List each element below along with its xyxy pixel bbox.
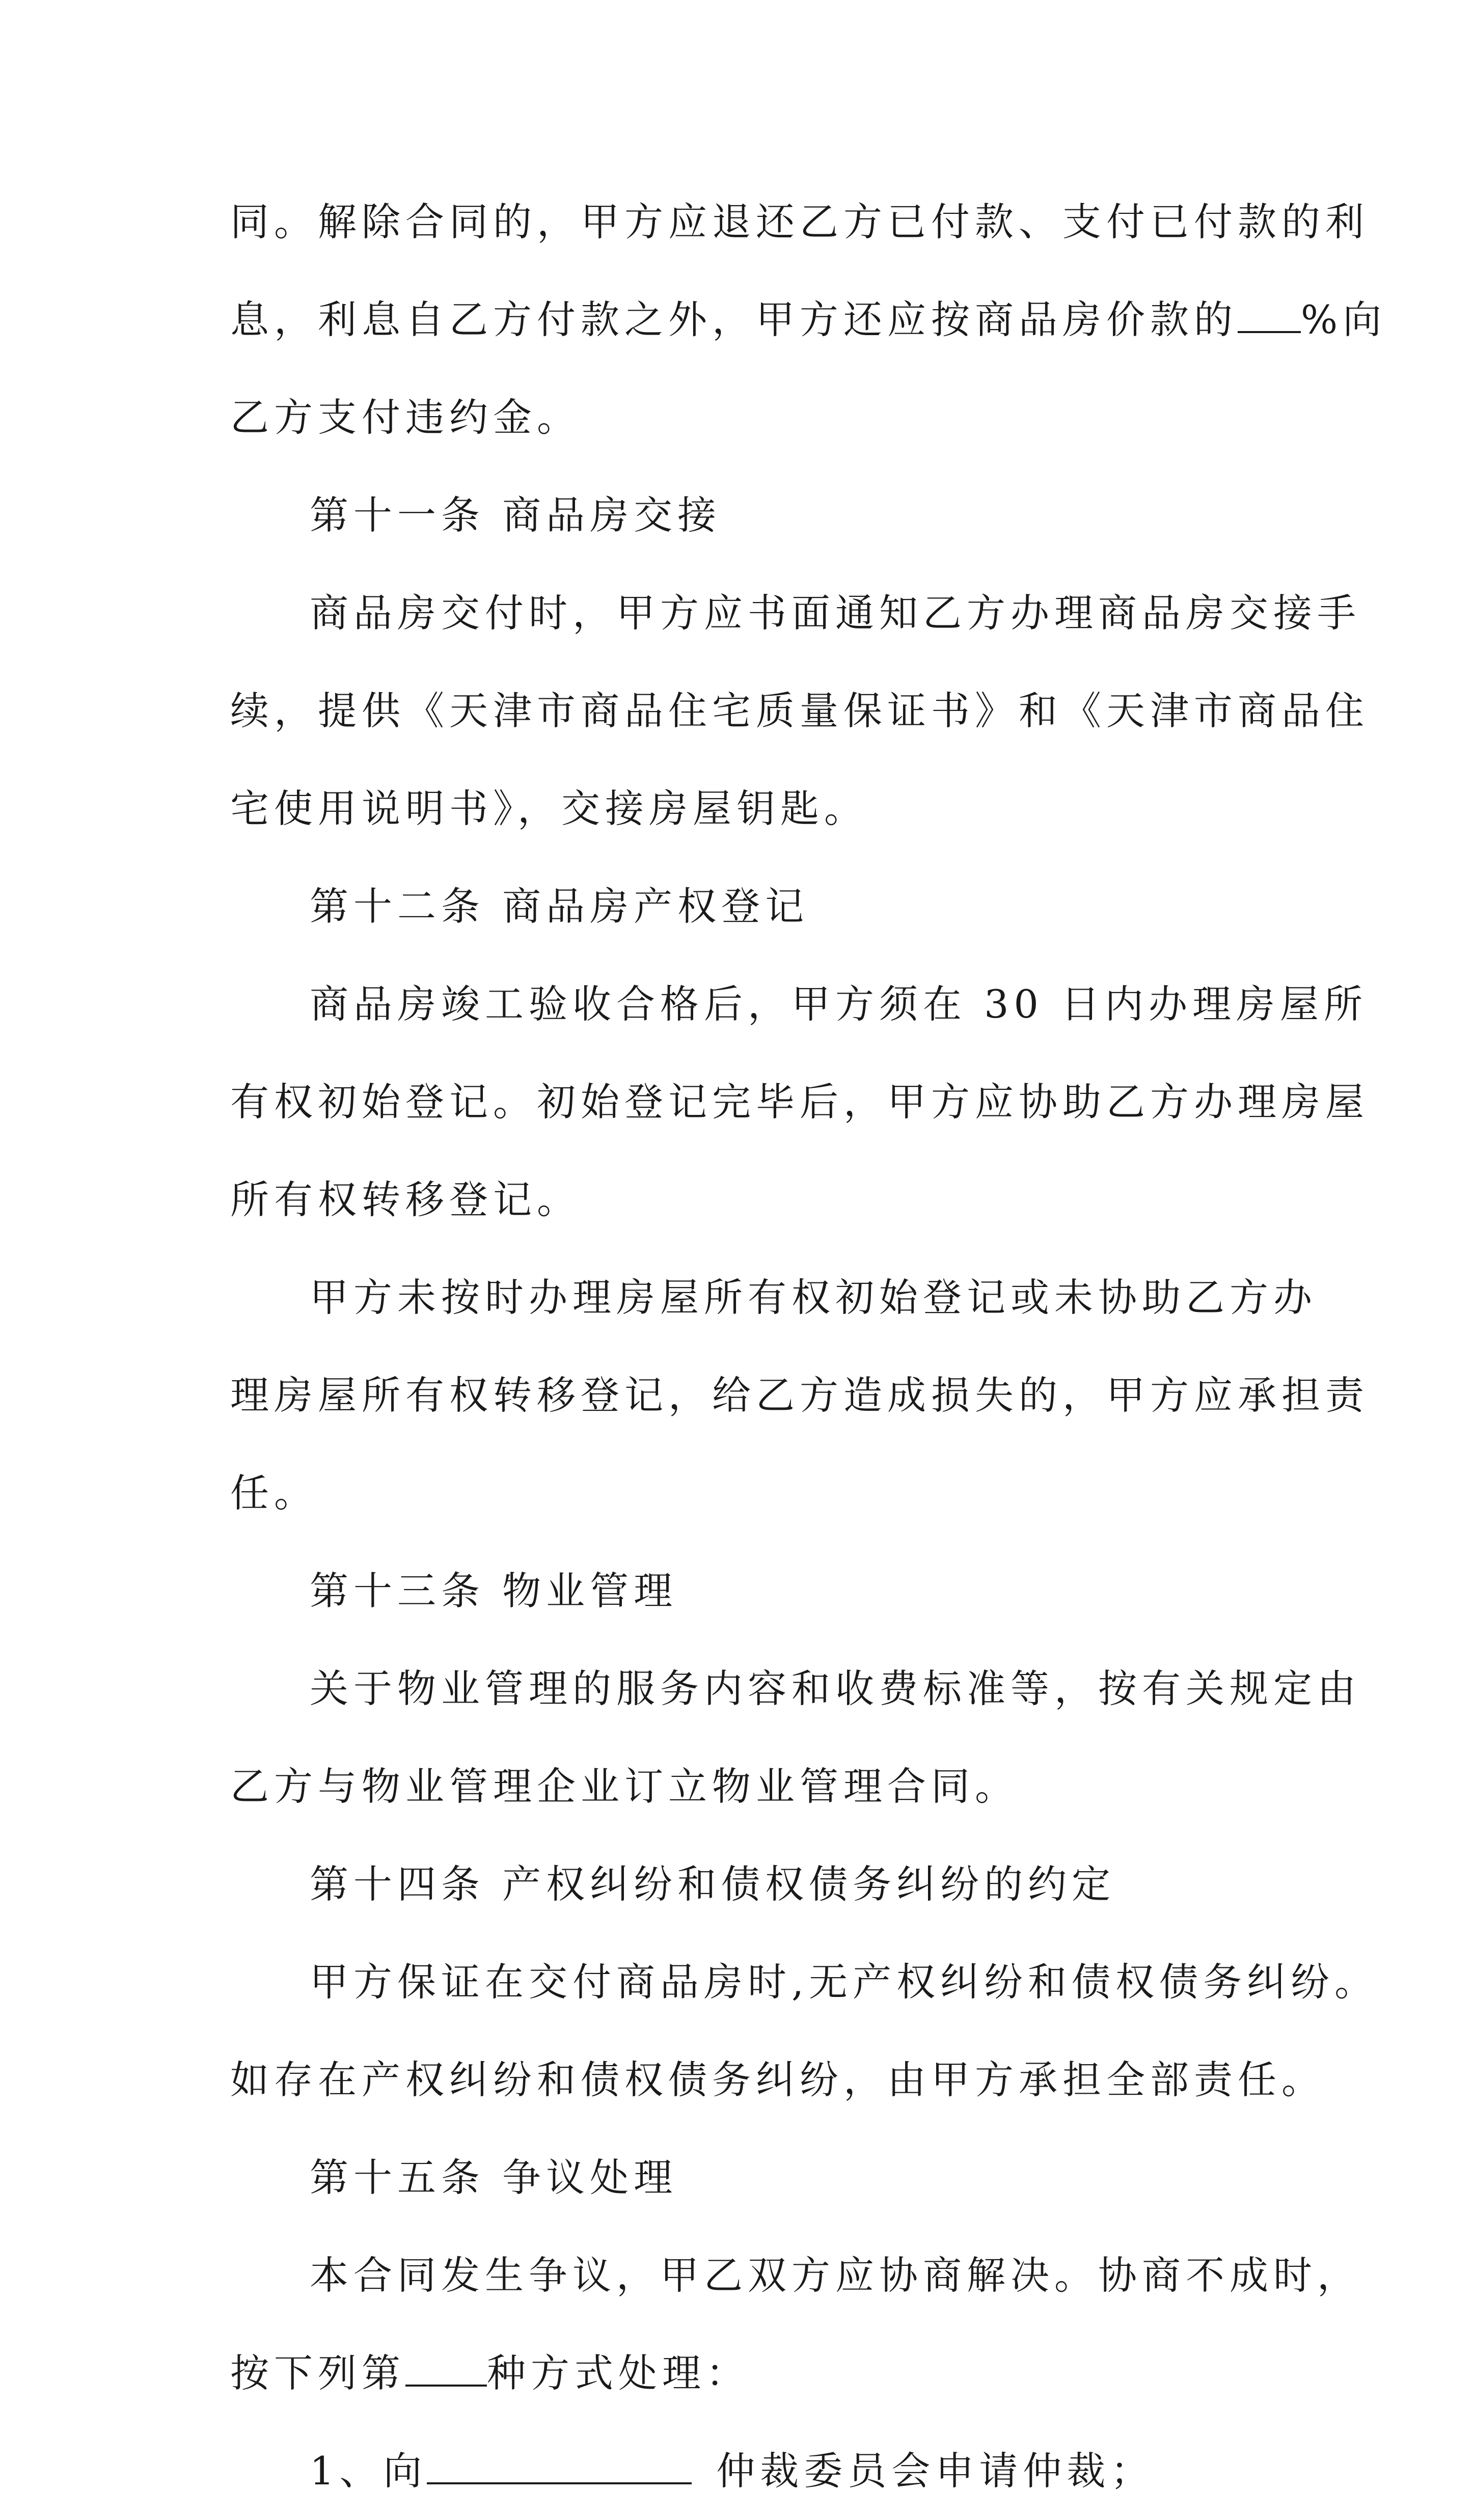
paragraph-line: 续，提供《天津市商品住宅质量保证书》和《天津市商品住 (230, 688, 1369, 733)
paragraph-line: 宅使用说明书》，交接房屋钥匙。 (230, 786, 868, 831)
blank-field-method-number (405, 2352, 487, 2387)
text-segment: 仲裁委员会申请仲裁； (716, 2448, 1155, 2494)
article-heading-12: 第十二条 商品房产权登记 (310, 884, 809, 929)
paragraph-line (230, 271, 1387, 369)
article-heading-15: 第十五条 争议处理 (310, 2155, 678, 2200)
paragraph-line: 关于物业管理的服务内容和收费标准等，按有关规定由 (310, 1666, 1361, 1711)
paragraph-line: 同。解除合同的，甲方应退还乙方已付款、支付已付款的利 (230, 199, 1369, 244)
article-heading-11: 第十一条 商品房交接 (310, 492, 722, 538)
text-segment: 按下列第 (230, 2350, 405, 2396)
paragraph-line: 所有权转移登记。 (230, 1177, 581, 1222)
list-item (230, 2422, 1264, 2520)
text-segment: 1、向 (310, 2448, 427, 2494)
article-heading-13: 第十三条 物业管理 (310, 1568, 678, 1613)
paragraph-line: 如存在产权纠纷和债权债务纠纷，由甲方承担全部责任。 (230, 2057, 1325, 2102)
paragraph-line: 本合同发生争议，甲乙双方应协商解决。协商不成时， (310, 2253, 1361, 2298)
paragraph-line: 商品房交付时，甲方应书面通知乙方办理商品房交接手 (310, 590, 1361, 636)
paragraph-line: 有权初始登记。初始登记完毕后，甲方应协助乙方办理房屋 (230, 1079, 1369, 1125)
blank-field-penalty-percent (1238, 298, 1301, 333)
paragraph-line: 乙方与物业管理企业订立物业管理合同。 (230, 1764, 1019, 1809)
paragraph-line (230, 2324, 1264, 2422)
paragraph-line: 甲方未按时办理房屋所有权初始登记或未协助乙方办 (310, 1275, 1317, 1320)
text-segment: 种方式处理： (487, 2350, 750, 2396)
text-segment: 息，利息自乙方付款之外，甲方还应按商品房价款的 (230, 297, 1238, 342)
text-segment: %向 (1301, 297, 1387, 342)
paragraph-line: 任。 (230, 1470, 318, 1516)
paragraph-line: 乙方支付违约金。 (230, 395, 581, 440)
paragraph-line: 商品房竣工验收合格后，甲方须在 30 日内办理房屋所 (310, 981, 1368, 1027)
paragraph-line: 甲方保证在交付商品房时,无产权纠纷和债权债务纠纷。 (310, 1959, 1379, 2005)
article-heading-14: 第十四条 产权纠纷和债权债务纠纷的约定 (310, 1861, 1116, 1907)
paragraph-line: 理房屋所有权转移登记，给乙方造成损失的，甲方应承担责 (230, 1373, 1369, 1418)
document-page (230, 173, 1387, 2520)
blank-field-arbitration-committee (427, 2450, 692, 2484)
